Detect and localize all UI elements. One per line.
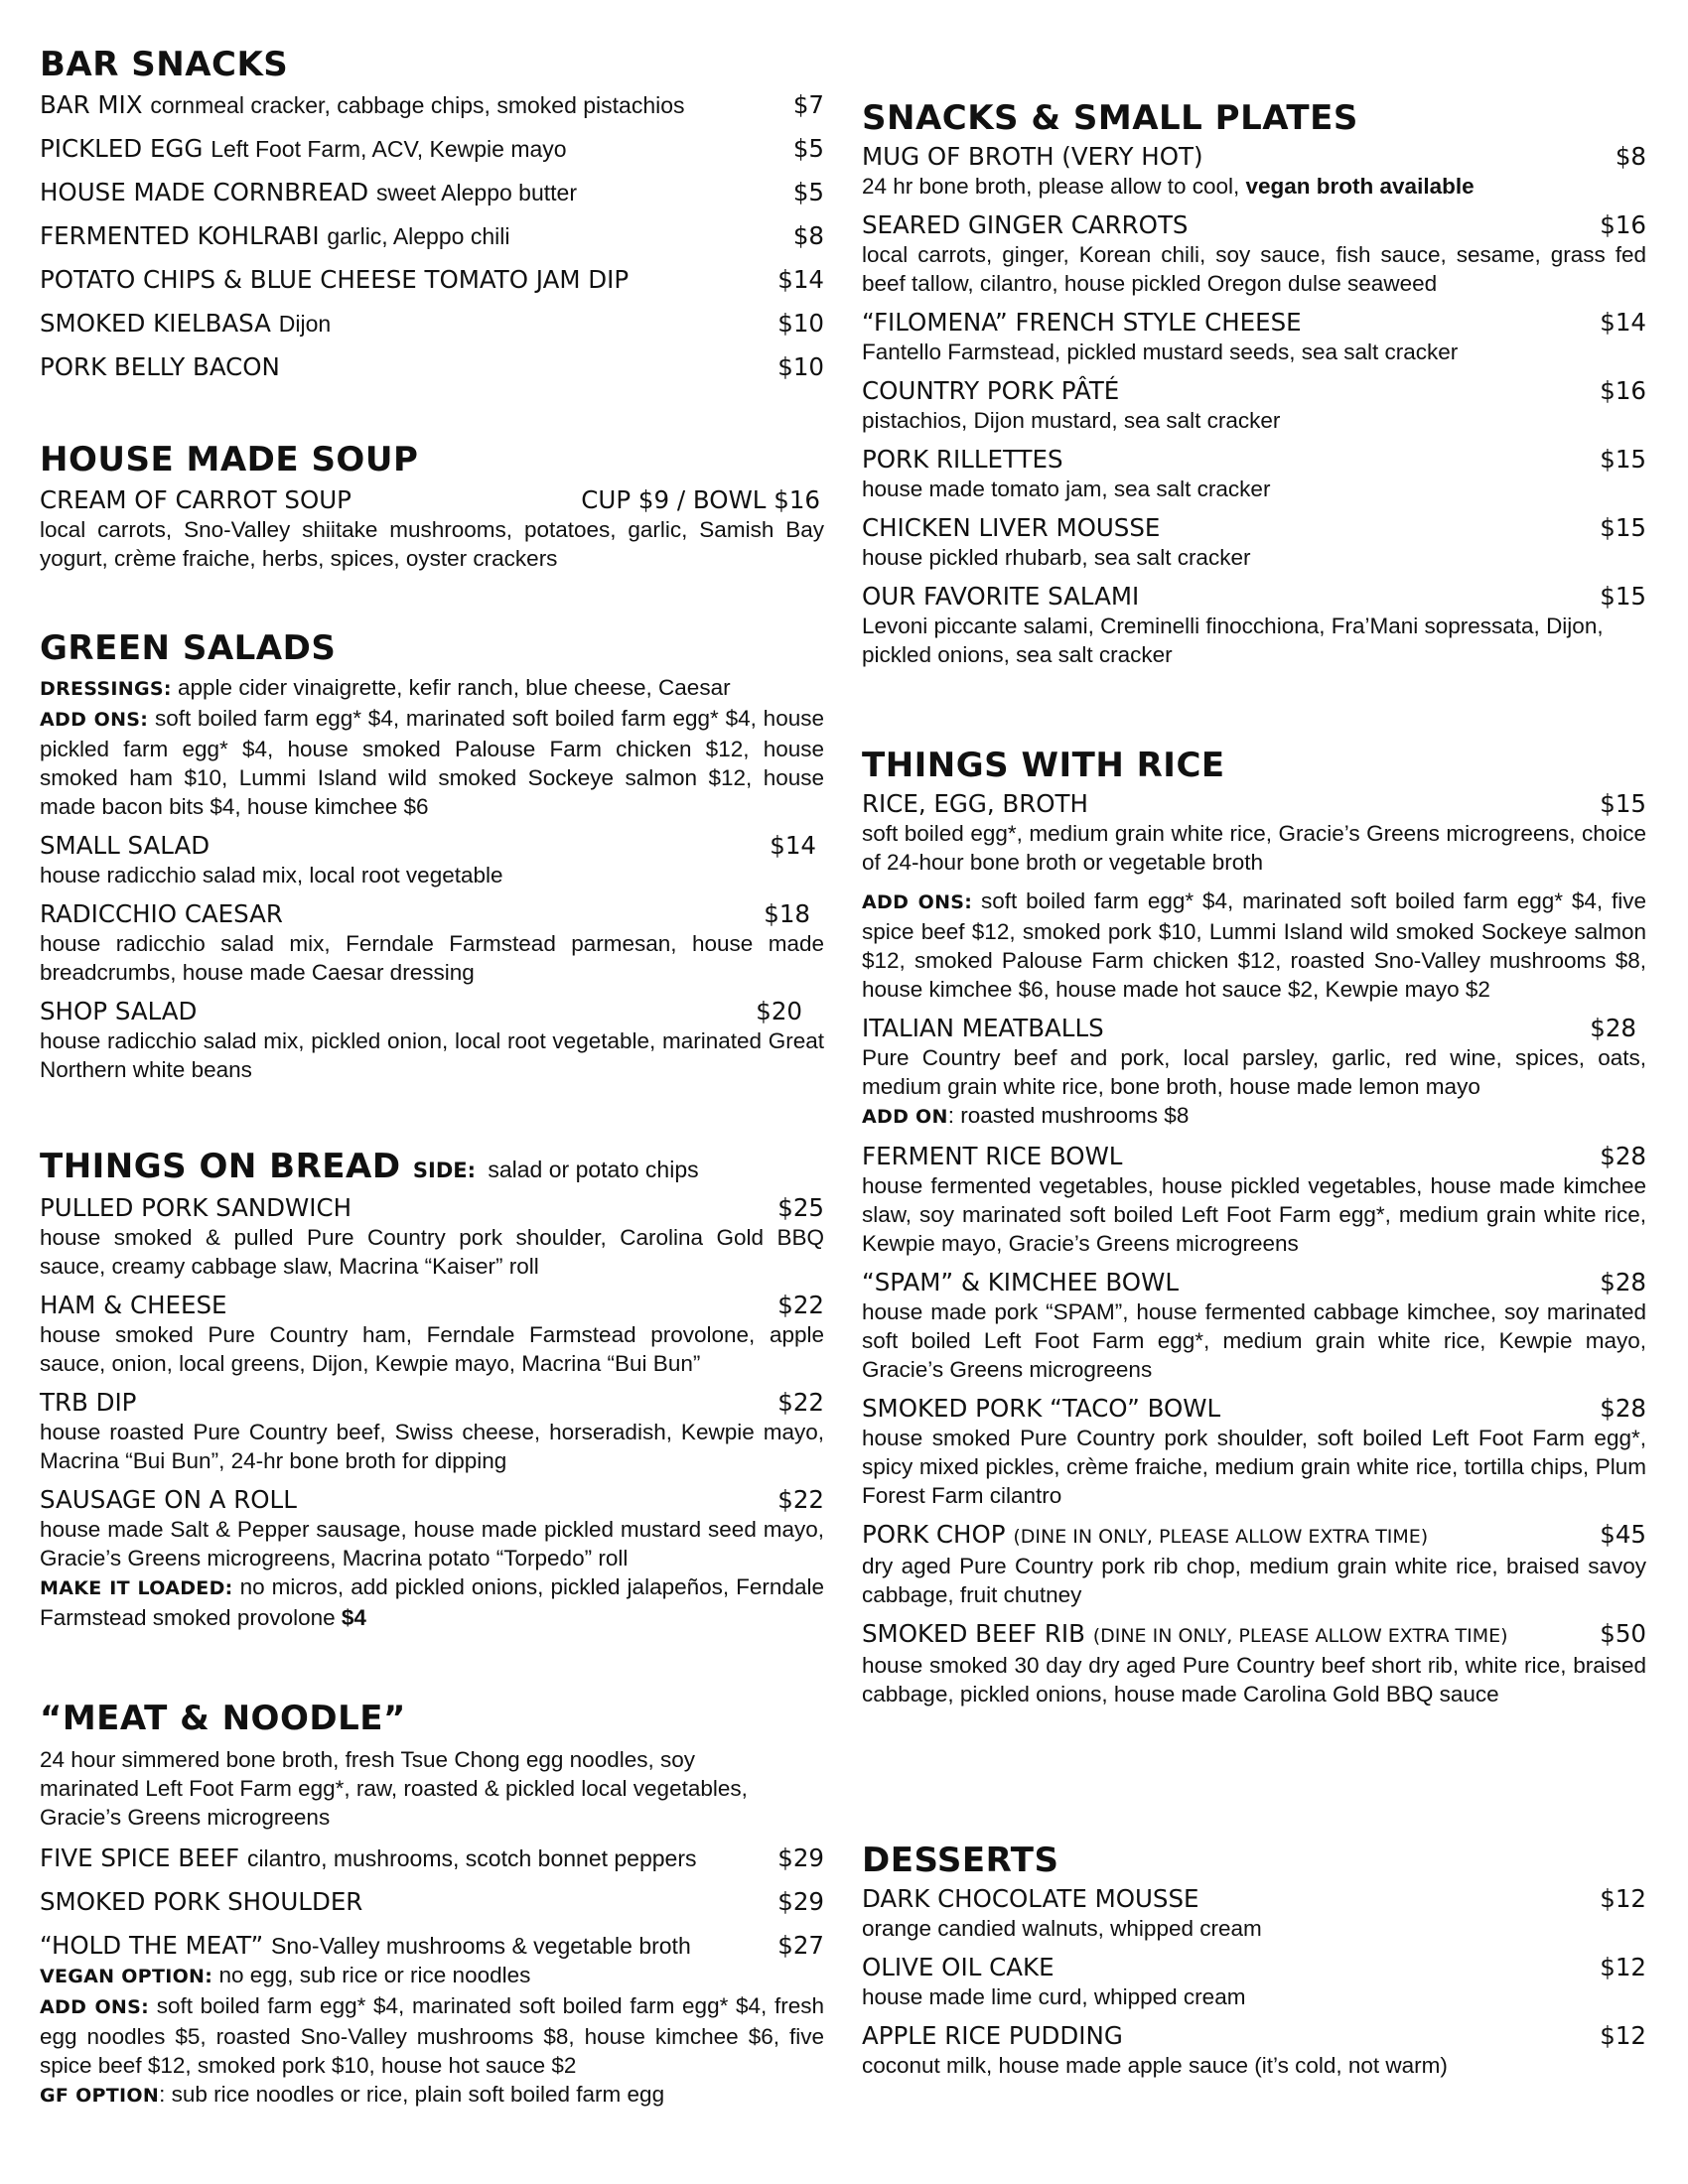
menu-item bbox=[862, 1520, 1646, 1609]
item-name: OLIVE OIL CAKE bbox=[862, 1953, 1055, 1981]
item-price: $50 bbox=[1600, 1619, 1646, 1648]
item-price: $45 bbox=[1600, 1520, 1646, 1549]
item-desc: house radicchio salad mix, pickled onion, local root vegetable, marinated Great Northern white beans bbox=[40, 1028, 824, 1082]
item-price: $5 bbox=[792, 134, 824, 163]
item-price: $15 bbox=[1600, 445, 1646, 474]
item-name: COUNTRY PORK PÂTÉ bbox=[862, 376, 1120, 405]
item-name: RICE, EGG, BROTH bbox=[862, 789, 1088, 818]
item-name: HAM & CHEESE bbox=[40, 1291, 227, 1319]
addons-label: ADD ONS: bbox=[40, 709, 149, 731]
addons-line bbox=[40, 1991, 824, 2080]
item-price: $5 bbox=[792, 178, 824, 206]
menu-item bbox=[862, 582, 1646, 669]
bar-snacks-section bbox=[40, 44, 824, 396]
gf-label: GF OPTION bbox=[40, 2085, 160, 2107]
item-desc: Dijon bbox=[278, 311, 332, 337]
menu-item bbox=[40, 485, 824, 515]
item-name: APPLE RICE PUDDING bbox=[862, 2021, 1123, 2050]
menu-item bbox=[40, 134, 824, 164]
item-desc: 24 hr bone broth, please allow to cool, bbox=[862, 174, 1240, 199]
item-name: SMOKED BEEF RIB bbox=[862, 1619, 1085, 1648]
gf-text: : sub rice noodles or rice, plain soft boiled farm egg bbox=[159, 2082, 665, 2107]
item-name: DARK CHOCOLATE MOUSSE bbox=[862, 1884, 1199, 1913]
item-price: $20 bbox=[756, 997, 802, 1025]
item-price: $12 bbox=[1600, 1953, 1646, 1981]
item-price: $7 bbox=[792, 90, 824, 119]
menu-item bbox=[40, 1485, 824, 1572]
item-price: $22 bbox=[777, 1388, 824, 1417]
loaded-line bbox=[40, 1572, 824, 1632]
item-name: RADICCHIO CAESAR bbox=[40, 899, 283, 928]
desserts-section bbox=[862, 1840, 1646, 2080]
dressings-line bbox=[40, 673, 824, 704]
item-name: FIVE SPICE BEEF bbox=[40, 1843, 240, 1872]
item-name: CHICKEN LIVER MOUSSE bbox=[862, 513, 1161, 542]
menu-item bbox=[862, 142, 1646, 201]
item-desc: house pickled rhubarb, sea salt cracker bbox=[862, 545, 1251, 570]
item-desc-bold: vegan broth available bbox=[1245, 174, 1475, 199]
menu-item bbox=[862, 513, 1646, 572]
item-price: $18 bbox=[764, 899, 810, 928]
vegan-label: VEGAN OPTION: bbox=[40, 1966, 213, 1987]
item-desc: house smoked 30 day dry aged Pure Country beef short rib, white rice, braised cabbage, pickled onions, house made Carolina Gold BBQ sauce bbox=[862, 1653, 1646, 1706]
item-price: $22 bbox=[777, 1291, 824, 1319]
item-price: $16 bbox=[1600, 210, 1646, 239]
item-desc: coconut milk, house made apple sauce (it’s cold, not warm) bbox=[862, 2053, 1448, 2078]
item-desc: Pure Country beef and pork, local parsley, garlic, red wine, spices, oats, medium grain white rice, bone broth, house made lemon mayo bbox=[862, 1045, 1646, 1099]
loaded-price: $4 bbox=[341, 1605, 366, 1630]
menu-item bbox=[40, 899, 824, 987]
item-price: $28 bbox=[1590, 1014, 1636, 1042]
item-name: PORK CHOP bbox=[862, 1520, 1006, 1549]
item-price: $16 bbox=[1600, 376, 1646, 405]
item-price: $29 bbox=[777, 1887, 824, 1916]
menu-item bbox=[40, 90, 824, 120]
item-name: TRB DIP bbox=[40, 1388, 137, 1417]
item-desc: pistachios, Dijon mustard, sea salt cracker bbox=[862, 408, 1281, 433]
small-plates-section bbox=[862, 97, 1646, 669]
item-desc: sweet Aleppo butter bbox=[375, 180, 577, 205]
item-name: CREAM OF CARROT SOUP bbox=[40, 485, 352, 514]
item-price: $14 bbox=[777, 265, 824, 294]
item-desc: house made tomato jam, sea salt cracker bbox=[862, 477, 1271, 501]
menu-item bbox=[862, 210, 1646, 298]
menu-item bbox=[862, 1884, 1646, 1943]
menu-item bbox=[40, 1887, 824, 1917]
item-desc: Left Foot Farm, ACV, Kewpie mayo bbox=[211, 136, 567, 162]
item-desc: house smoked Pure Country pork shoulder, soft boiled Left Foot Farm egg*, spicy mixed pickles, crème fraiche, medium grain white rice, tortilla chips, Plum Forest Farm cilantro bbox=[862, 1426, 1646, 1508]
addon-text: : roasted mushrooms $8 bbox=[947, 1103, 1190, 1128]
item-name: SMOKED KIELBASA bbox=[40, 309, 271, 338]
item-desc: house made Salt & Pepper sausage, house made pickled mustard seed mayo, Gracie’s Greens microgreens, Macrina potato “Torpedo” roll bbox=[40, 1517, 824, 1570]
menu-item bbox=[862, 1268, 1646, 1384]
item-desc: Fantello Farmstead, pickled mustard seeds, sea salt cracker bbox=[862, 340, 1459, 364]
menu-item bbox=[40, 352, 824, 382]
item-name: SHOP SALAD bbox=[40, 997, 198, 1025]
item-price: $27 bbox=[777, 1931, 824, 1960]
item-name: FERMENTED KOHLRABI bbox=[40, 221, 320, 250]
addons-line bbox=[40, 704, 824, 821]
item-desc: house radicchio salad mix, Ferndale Farmstead parmesan, house made breadcrumbs, house made Caesar dressing bbox=[40, 931, 824, 985]
item-desc: soft boiled egg*, medium grain white rice, Gracie’s Greens microgreens, choice of 24-hour bone broth or vegetable broth bbox=[862, 821, 1646, 875]
item-name: FERMENT RICE BOWL bbox=[862, 1142, 1123, 1170]
menu-item bbox=[862, 376, 1646, 435]
item-price: $15 bbox=[1600, 582, 1646, 611]
menu-item bbox=[862, 308, 1646, 366]
item-name: HOUSE MADE CORNBREAD bbox=[40, 178, 369, 206]
item-name: SEARED GINGER CARROTS bbox=[862, 210, 1189, 239]
menu-item bbox=[40, 997, 824, 1084]
dressings-text: apple cider vinaigrette, kefir ranch, blue cheese, Caesar bbox=[178, 675, 731, 700]
item-desc: house made lime curd, whipped cream bbox=[862, 1984, 1246, 2009]
item-price: $10 bbox=[777, 309, 824, 338]
section-title: THINGS WITH RICE bbox=[862, 746, 1225, 785]
addons-line bbox=[862, 887, 1646, 1004]
section-title: HOUSE MADE SOUP bbox=[40, 440, 419, 479]
menu-item bbox=[862, 1394, 1646, 1510]
item-desc: local carrots, Sno-Valley shiitake mushrooms, potatoes, garlic, Samish Bay yogurt, crème fraiche, herbs, spices, oyster crackers bbox=[40, 517, 824, 571]
addons-label: ADD ONS: bbox=[862, 891, 973, 913]
addons-text: soft boiled farm egg* $4, marinated soft boiled farm egg* $4, fresh egg noodles $5, roasted Sno-Valley mushrooms $8, house kimchee $6, five spice beef $12, smoked pork $10, house hot sauce $2 bbox=[40, 1993, 824, 2078]
side-label: SIDE: bbox=[412, 1159, 477, 1182]
item-name: MUG OF BROTH (VERY HOT) bbox=[862, 142, 1203, 171]
menu-item bbox=[40, 178, 824, 207]
item-name: BAR MIX bbox=[40, 90, 143, 119]
menu-item bbox=[40, 265, 824, 295]
item-price: $29 bbox=[777, 1843, 824, 1872]
item-price: $8 bbox=[1615, 142, 1646, 171]
item-price: $10 bbox=[777, 352, 824, 381]
menu-item bbox=[862, 1953, 1646, 2011]
item-name: ITALIAN MEATBALLS bbox=[862, 1014, 1104, 1042]
section-title: “MEAT & NOODLE” bbox=[40, 1699, 406, 1738]
item-price: $15 bbox=[1600, 513, 1646, 542]
soup-section bbox=[40, 439, 824, 573]
bread-section bbox=[40, 1146, 824, 1632]
item-name: “HOLD THE MEAT” bbox=[40, 1931, 264, 1960]
item-price: $28 bbox=[1600, 1394, 1646, 1423]
item-note: (DINE IN ONLY, PLEASE ALLOW EXTRA TIME) bbox=[1092, 1625, 1508, 1647]
item-desc: dry aged Pure Country pork rib chop, medium grain white rice, braised savoy cabbage, fruit chutney bbox=[862, 1554, 1646, 1607]
item-desc: local carrots, ginger, Korean chili, soy sauce, fish sauce, sesame, grass fed beef tallow, cilantro, house pickled Oregon dulse seaweed bbox=[862, 242, 1646, 296]
item-price: $12 bbox=[1600, 2021, 1646, 2050]
item-price: $8 bbox=[792, 221, 824, 250]
section-title: SNACKS & SMALL PLATES bbox=[862, 98, 1358, 138]
menu-item bbox=[862, 1619, 1646, 1708]
section-title: BAR SNACKS bbox=[40, 45, 289, 84]
item-desc: house smoked Pure Country ham, Ferndale Farmstead provolone, apple sauce, onion, local greens, Dijon, Kewpie mayo, Macrina “Bui Bun” bbox=[40, 1322, 824, 1376]
menu-item bbox=[40, 1291, 824, 1378]
item-name: SMOKED PORK “TACO” BOWL bbox=[862, 1394, 1221, 1423]
salads-section bbox=[40, 627, 824, 1094]
item-price: $14 bbox=[770, 831, 816, 860]
gf-line bbox=[40, 2080, 824, 2111]
menu-item bbox=[862, 1142, 1646, 1258]
menu-item bbox=[40, 1388, 824, 1475]
item-desc: house radicchio salad mix, local root vegetable bbox=[40, 863, 503, 887]
item-price: $25 bbox=[777, 1193, 824, 1222]
addon-label: ADD ON bbox=[862, 1106, 948, 1128]
item-name: SMOKED PORK SHOULDER bbox=[40, 1887, 363, 1916]
menu-item bbox=[862, 1014, 1646, 1132]
item-name: SAUSAGE ON A ROLL bbox=[40, 1485, 297, 1514]
item-price: $15 bbox=[1600, 789, 1646, 818]
side-text: salad or potato chips bbox=[488, 1157, 699, 1182]
menu-item bbox=[40, 831, 824, 889]
menu-item bbox=[40, 221, 824, 251]
menu-item bbox=[862, 2021, 1646, 2080]
item-name: SMALL SALAD bbox=[40, 831, 211, 860]
item-name: PULLED PORK SANDWICH bbox=[40, 1193, 352, 1222]
item-name: “FILOMENA” FRENCH STYLE CHEESE bbox=[862, 308, 1302, 337]
item-name: PICKLED EGG bbox=[40, 134, 204, 163]
addons-text: soft boiled farm egg* $4, marinated soft boiled farm egg* $4, house pickled farm egg* $4, house smoked Palouse Farm chicken $12, house smoked ham $10, Lummi Island wild smoked Sockeye salmon $12, house made bacon bits $4, house kimchee $6 bbox=[40, 706, 824, 819]
item-desc: Levoni piccante salami, Creminelli finocchiona, Fra’Mani sopressata, Dijon, pickled onions, sea salt cracker bbox=[862, 614, 1604, 667]
dressings-label: DRESSINGS: bbox=[40, 678, 172, 700]
section-title: GREEN SALADS bbox=[40, 628, 337, 668]
item-desc: house roasted Pure Country beef, Swiss cheese, horseradish, Kewpie mayo, Macrina “Bui Bun”, 24-hr bone broth for dipping bbox=[40, 1420, 824, 1473]
item-price: $28 bbox=[1600, 1142, 1646, 1170]
item-name: POTATO CHIPS & BLUE CHEESE TOMATO JAM DIP bbox=[40, 265, 630, 294]
item-desc: house smoked & pulled Pure Country pork shoulder, Carolina Gold BBQ sauce, creamy cabbage slaw, Macrina “Kaiser” roll bbox=[40, 1225, 824, 1279]
item-name: PORK BELLY BACON bbox=[40, 352, 280, 381]
item-price: $14 bbox=[1600, 308, 1646, 337]
item-name: OUR FAVORITE SALAMI bbox=[862, 582, 1140, 611]
addons-text: soft boiled farm egg* $4, marinated soft boiled farm egg* $4, five spice beef $12, smoked pork $10, Lummi Island wild smoked Sockeye salmon $12, smoked Palouse Farm chicken $12, roasted Sno-Valley mushrooms $8, house kimchee $6, house made hot sauce $2, Kewpie mayo $2 bbox=[862, 888, 1646, 1002]
addons-label: ADD ONS: bbox=[40, 1996, 150, 2018]
menu-item bbox=[862, 789, 1646, 877]
item-price: CUP $9 / BOWL $16 bbox=[581, 485, 820, 514]
item-desc: Sno-Valley mushrooms & vegetable broth bbox=[271, 1933, 691, 1959]
item-note: (DINE IN ONLY, PLEASE ALLOW EXTRA TIME) bbox=[1013, 1526, 1429, 1548]
menu-item bbox=[40, 1931, 824, 1961]
menu-item bbox=[40, 1843, 824, 1873]
item-desc: garlic, Aleppo chili bbox=[327, 223, 510, 249]
section-title: DESSERTS bbox=[862, 1841, 1059, 1880]
vegan-line bbox=[40, 1961, 824, 1991]
loaded-label: MAKE IT LOADED: bbox=[40, 1577, 233, 1599]
rice-section bbox=[862, 745, 1646, 1708]
item-desc: house made pork “SPAM”, house fermented cabbage kimchee, soy marinated soft boiled Left Foot Farm egg*, medium grain white rice, Kewpie mayo, Gracie’s Greens microgreens bbox=[862, 1299, 1646, 1382]
noodle-intro: 24 hour simmered bone broth, fresh Tsue Chong egg noodles, soy marinated Left Foot Farm egg*, raw, roasted & pickled local vegetables, Gracie’s Greens microgreens bbox=[40, 1747, 748, 1830]
loaded-text: no micros, add pickled onions, pickled jalapeños, Ferndale Farmstead smoked provolone bbox=[40, 1574, 824, 1630]
menu-item bbox=[40, 1193, 824, 1281]
menu-item bbox=[40, 309, 824, 339]
item-desc: cornmeal cracker, cabbage chips, smoked pistachios bbox=[150, 92, 685, 118]
section-title bbox=[40, 1146, 824, 1191]
item-desc: house fermented vegetables, house pickled vegetables, house made kimchee slaw, soy marinated soft boiled Left Foot Farm egg*, medium grain white rice, Kewpie mayo, Gracie’s Greens microgreens bbox=[862, 1173, 1646, 1256]
item-desc: cilantro, mushrooms, scotch bonnet peppers bbox=[246, 1845, 697, 1871]
item-price: $12 bbox=[1600, 1884, 1646, 1913]
item-price: $28 bbox=[1600, 1268, 1646, 1297]
item-price: $22 bbox=[777, 1485, 824, 1514]
noodle-section bbox=[40, 1698, 824, 2111]
section-title-text: THINGS ON BREAD bbox=[40, 1147, 401, 1186]
item-name: “SPAM” & KIMCHEE BOWL bbox=[862, 1268, 1179, 1297]
item-name: PORK RILLETTES bbox=[862, 445, 1063, 474]
menu-item bbox=[862, 445, 1646, 503]
vegan-text: no egg, sub rice or rice noodles bbox=[218, 1963, 531, 1987]
item-desc: orange candied walnuts, whipped cream bbox=[862, 1916, 1262, 1941]
